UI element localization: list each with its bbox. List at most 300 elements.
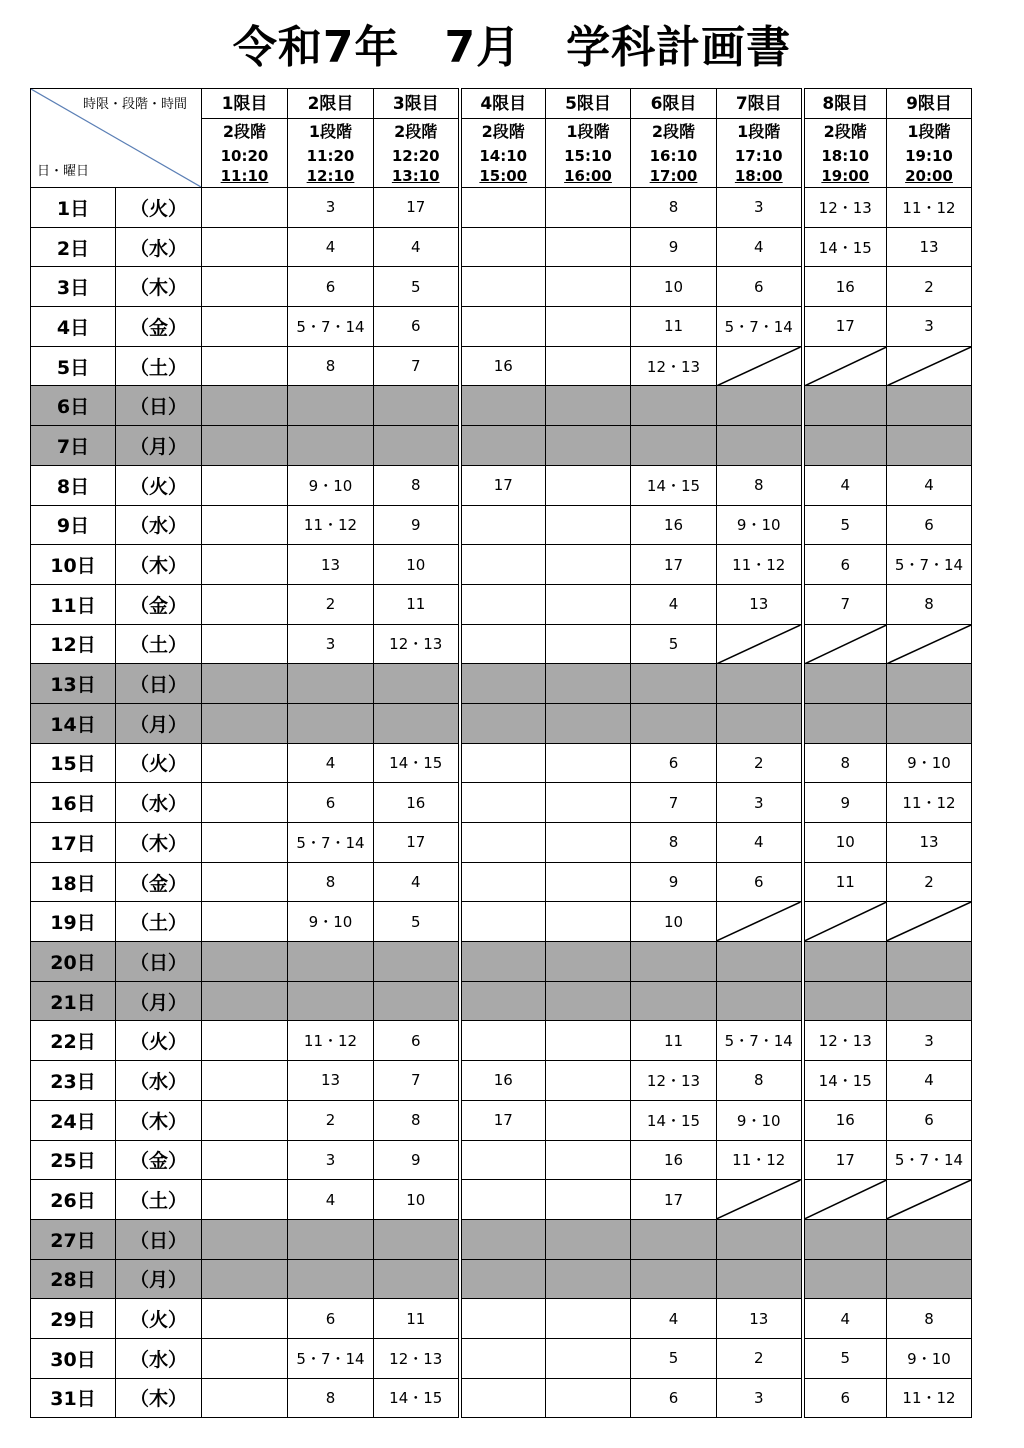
- lesson-cell: [546, 505, 631, 545]
- lesson-cell: [202, 743, 288, 783]
- no-class-slash-cell: [887, 346, 972, 386]
- no-class-slash-cell: [887, 1180, 972, 1220]
- lesson-cell: [460, 267, 546, 307]
- period-start-time: 10:20: [220, 146, 269, 165]
- lesson-cell: 16: [803, 1100, 887, 1140]
- holiday-row: [31, 664, 972, 704]
- no-class-slash-cell: [803, 624, 887, 664]
- period-end-time: 19:00: [821, 166, 870, 185]
- lesson-cell: [631, 386, 717, 426]
- period-end-time: 15:00: [479, 166, 528, 185]
- table-row: [31, 862, 972, 902]
- lesson-cell: [460, 188, 546, 228]
- lesson-cell: [374, 386, 460, 426]
- day-cell: 17日: [31, 823, 116, 863]
- lesson-cell: 9・10: [288, 902, 374, 942]
- diagonal-slash-mark: [717, 1180, 801, 1219]
- day-cell: 21日: [31, 981, 116, 1021]
- lesson-cell: 4: [288, 743, 374, 783]
- lesson-cell: 9・10: [887, 743, 972, 783]
- lesson-cell: [717, 981, 803, 1021]
- lesson-cell: 3: [717, 783, 803, 823]
- period-level: 2段階: [222, 121, 267, 141]
- lesson-cell: [460, 1021, 546, 1061]
- lesson-cell: 11・12: [887, 783, 972, 823]
- weekday-cell: （月）: [116, 703, 202, 743]
- lesson-cell: 6: [288, 267, 374, 307]
- lesson-cell: [546, 426, 631, 466]
- lesson-cell: 11・12: [717, 1140, 803, 1180]
- period-end-time: 13:10: [391, 166, 440, 185]
- period-label: 9限目: [887, 90, 971, 119]
- lesson-cell: [887, 664, 972, 704]
- lesson-cell: [546, 743, 631, 783]
- lesson-cell: [374, 1219, 460, 1259]
- lesson-cell: 11・12: [887, 1378, 972, 1418]
- lesson-cell: 9・10: [288, 465, 374, 505]
- lesson-cell: [546, 1180, 631, 1220]
- lesson-cell: 13: [288, 1061, 374, 1101]
- lesson-cell: 2: [288, 1100, 374, 1140]
- period-end-time: 12:10: [306, 166, 355, 185]
- weekday-cell: （木）: [116, 1100, 202, 1140]
- lesson-cell: 4: [887, 465, 972, 505]
- weekday-cell: （木）: [116, 545, 202, 585]
- lesson-cell: [460, 1338, 546, 1378]
- diagonal-slash-mark: [805, 902, 887, 941]
- lesson-cell: [546, 1259, 631, 1299]
- lesson-cell: 4: [631, 1299, 717, 1339]
- weekday-cell: （火）: [116, 743, 202, 783]
- lesson-cell: [202, 346, 288, 386]
- lesson-cell: 5: [374, 267, 460, 307]
- lesson-cell: 5・7・14: [717, 307, 803, 347]
- lesson-cell: [460, 1180, 546, 1220]
- lesson-cell: 14・15: [803, 227, 887, 267]
- lesson-cell: 4: [717, 823, 803, 863]
- lesson-cell: [546, 624, 631, 664]
- day-cell: 8日: [31, 465, 116, 505]
- lesson-cell: [803, 426, 887, 466]
- lesson-cell: [803, 664, 887, 704]
- lesson-cell: [887, 426, 972, 466]
- period-header-9: [887, 89, 972, 188]
- lesson-cell: [546, 1140, 631, 1180]
- lesson-cell: 10: [374, 1180, 460, 1220]
- lesson-cell: [202, 1021, 288, 1061]
- weekday-cell: （金）: [116, 584, 202, 624]
- lesson-cell: 17: [460, 465, 546, 505]
- lesson-cell: [546, 1021, 631, 1061]
- period-level: 1段階: [308, 121, 353, 141]
- holiday-row: [31, 1219, 972, 1259]
- lesson-cell: 13: [717, 584, 803, 624]
- lesson-cell: 6: [887, 1100, 972, 1140]
- period-label: 7限目: [717, 90, 801, 119]
- lesson-cell: 10: [374, 545, 460, 585]
- holiday-row: [31, 426, 972, 466]
- lesson-cell: 7: [374, 1061, 460, 1101]
- lesson-cell: [717, 664, 803, 704]
- lesson-cell: [202, 1259, 288, 1299]
- day-cell: 20日: [31, 942, 116, 982]
- lesson-cell: 6: [288, 1299, 374, 1339]
- weekday-cell: （水）: [116, 227, 202, 267]
- lesson-cell: [202, 624, 288, 664]
- lesson-cell: [202, 465, 288, 505]
- lesson-cell: [202, 664, 288, 704]
- lesson-cell: 2: [288, 584, 374, 624]
- lesson-cell: [460, 981, 546, 1021]
- lesson-cell: [460, 942, 546, 982]
- period-start-time: 14:10: [479, 146, 528, 165]
- lesson-cell: [887, 981, 972, 1021]
- lesson-cell: [631, 664, 717, 704]
- lesson-cell: [202, 545, 288, 585]
- period-start-time: 15:10: [564, 146, 612, 165]
- period-label: 2限目: [288, 90, 373, 119]
- lesson-cell: 11: [631, 307, 717, 347]
- lesson-cell: 3: [288, 188, 374, 228]
- no-class-slash-cell: [887, 624, 972, 664]
- lesson-cell: 12・13: [631, 346, 717, 386]
- weekday-cell: （土）: [116, 1180, 202, 1220]
- day-cell: 6日: [31, 386, 116, 426]
- lesson-cell: [288, 981, 374, 1021]
- lesson-cell: 11: [374, 584, 460, 624]
- lesson-cell: [546, 703, 631, 743]
- lesson-cell: 8: [374, 1100, 460, 1140]
- lesson-cell: [887, 703, 972, 743]
- lesson-cell: 4: [631, 584, 717, 624]
- lesson-cell: [202, 1100, 288, 1140]
- diagonal-slash-mark: [805, 625, 887, 664]
- lesson-cell: [546, 823, 631, 863]
- lesson-cell: [803, 703, 887, 743]
- period-label: 8限目: [805, 90, 887, 119]
- period-level: 2段階: [481, 121, 525, 141]
- weekday-cell: （水）: [116, 1061, 202, 1101]
- period-label: 6限目: [631, 90, 716, 119]
- lesson-cell: [288, 386, 374, 426]
- period-header-8: [803, 89, 887, 188]
- lesson-cell: [288, 703, 374, 743]
- lesson-cell: [202, 307, 288, 347]
- lesson-cell: [717, 703, 803, 743]
- lesson-cell: [460, 823, 546, 863]
- lesson-cell: 5・7・14: [288, 1338, 374, 1378]
- period-level: 1段階: [907, 121, 951, 141]
- lesson-cell: [460, 505, 546, 545]
- table-row: [31, 227, 972, 267]
- period-label: 5限目: [546, 90, 630, 119]
- lesson-cell: [374, 981, 460, 1021]
- lesson-cell: [546, 1061, 631, 1101]
- lesson-cell: [202, 188, 288, 228]
- lesson-cell: 9・10: [717, 1100, 803, 1140]
- weekday-cell: （水）: [116, 505, 202, 545]
- lesson-cell: 8: [717, 465, 803, 505]
- table-row: [31, 823, 972, 863]
- lesson-cell: 3: [717, 188, 803, 228]
- lesson-cell: [202, 902, 288, 942]
- lesson-cell: 12・13: [803, 1021, 887, 1061]
- day-cell: 1日: [31, 188, 116, 228]
- lesson-cell: 5: [803, 1338, 887, 1378]
- lesson-cell: [717, 386, 803, 426]
- period-end-time: 11:10: [220, 166, 269, 185]
- lesson-cell: 16: [803, 267, 887, 307]
- day-cell: 28日: [31, 1259, 116, 1299]
- no-class-slash-cell: [717, 624, 803, 664]
- lesson-cell: 11・12: [288, 505, 374, 545]
- lesson-cell: 6: [631, 1378, 717, 1418]
- period-level: 2段階: [823, 121, 867, 141]
- day-cell: 22日: [31, 1021, 116, 1061]
- lesson-cell: [202, 426, 288, 466]
- period-end-time: 20:00: [905, 166, 953, 185]
- table-row: [31, 1021, 972, 1061]
- lesson-cell: [202, 1299, 288, 1339]
- lesson-cell: 8: [887, 1299, 972, 1339]
- lesson-cell: [202, 1061, 288, 1101]
- table-row: [31, 545, 972, 585]
- lesson-cell: 5・7・14: [887, 1140, 972, 1180]
- lesson-cell: 3: [887, 307, 972, 347]
- weekday-cell: （火）: [116, 465, 202, 505]
- lesson-cell: [887, 1259, 972, 1299]
- diagonal-slash-mark: [717, 902, 801, 941]
- day-cell: 10日: [31, 545, 116, 585]
- lesson-cell: [546, 942, 631, 982]
- lesson-cell: [460, 902, 546, 942]
- lesson-cell: 5: [631, 624, 717, 664]
- corner-header: [31, 89, 202, 188]
- weekday-cell: （水）: [116, 783, 202, 823]
- lesson-cell: 4: [717, 227, 803, 267]
- lesson-cell: 9: [374, 1140, 460, 1180]
- lesson-cell: 10: [631, 267, 717, 307]
- day-cell: 26日: [31, 1180, 116, 1220]
- weekday-cell: （木）: [116, 823, 202, 863]
- lesson-cell: 16: [460, 1061, 546, 1101]
- lesson-cell: [887, 942, 972, 982]
- weekday-cell: （日）: [116, 1219, 202, 1259]
- no-class-slash-cell: [803, 1180, 887, 1220]
- diagonal-slash-mark: [717, 347, 801, 386]
- period-end-time: 18:00: [734, 166, 783, 185]
- lesson-cell: 17: [803, 1140, 887, 1180]
- lesson-cell: 8: [803, 743, 887, 783]
- table-row: [31, 505, 972, 545]
- lesson-cell: [460, 624, 546, 664]
- lesson-cell: [202, 1140, 288, 1180]
- day-cell: 5日: [31, 346, 116, 386]
- lesson-cell: [717, 1219, 803, 1259]
- diagonal-slash-mark: [805, 347, 887, 386]
- day-cell: 9日: [31, 505, 116, 545]
- lesson-cell: 14・15: [803, 1061, 887, 1101]
- day-cell: 14日: [31, 703, 116, 743]
- lesson-cell: 5: [374, 902, 460, 942]
- lesson-cell: [546, 664, 631, 704]
- lesson-cell: [202, 584, 288, 624]
- table-row: [31, 902, 972, 942]
- lesson-cell: [374, 942, 460, 982]
- table-row: [31, 624, 972, 664]
- day-cell: 31日: [31, 1378, 116, 1418]
- lesson-cell: [202, 942, 288, 982]
- lesson-cell: 17: [374, 823, 460, 863]
- day-cell: 19日: [31, 902, 116, 942]
- lesson-cell: 12・13: [374, 624, 460, 664]
- lesson-cell: 3: [288, 624, 374, 664]
- lesson-cell: [631, 703, 717, 743]
- lesson-cell: 13: [717, 1299, 803, 1339]
- weekday-cell: （日）: [116, 664, 202, 704]
- lesson-cell: [546, 1299, 631, 1339]
- lesson-cell: 9: [374, 505, 460, 545]
- lesson-cell: [631, 981, 717, 1021]
- lesson-cell: [460, 386, 546, 426]
- table-row: [31, 1378, 972, 1418]
- table-row: [31, 307, 972, 347]
- lesson-cell: 5・7・14: [288, 307, 374, 347]
- lesson-cell: [546, 1100, 631, 1140]
- table-row: [31, 743, 972, 783]
- lesson-cell: [546, 1338, 631, 1378]
- period-start-time: 16:10: [649, 146, 698, 165]
- weekday-cell: （月）: [116, 981, 202, 1021]
- lesson-cell: [803, 1219, 887, 1259]
- lesson-cell: 9・10: [887, 1338, 972, 1378]
- diagonal-slash-mark: [887, 1180, 971, 1219]
- lesson-cell: [460, 1219, 546, 1259]
- lesson-cell: 4: [288, 227, 374, 267]
- lesson-cell: [202, 1219, 288, 1259]
- period-label: 1限目: [202, 90, 287, 119]
- lesson-cell: [288, 1259, 374, 1299]
- day-cell: 3日: [31, 267, 116, 307]
- lesson-cell: 14・15: [374, 743, 460, 783]
- weekday-cell: （水）: [116, 1338, 202, 1378]
- period-header-7: [717, 89, 803, 188]
- schedule-body: [31, 188, 972, 1418]
- lesson-cell: [631, 1219, 717, 1259]
- lesson-cell: [288, 942, 374, 982]
- period-start-time: 17:10: [734, 146, 783, 165]
- lesson-cell: [546, 981, 631, 1021]
- lesson-cell: [374, 664, 460, 704]
- lesson-cell: 8: [288, 346, 374, 386]
- lesson-cell: 13: [887, 823, 972, 863]
- period-start-time: 12:20: [391, 146, 440, 165]
- lesson-cell: 3: [887, 1021, 972, 1061]
- lesson-cell: [631, 426, 717, 466]
- table-row: [31, 584, 972, 624]
- diagonal-slash-mark: [887, 625, 971, 664]
- lesson-cell: 11: [374, 1299, 460, 1339]
- lesson-cell: 5: [631, 1338, 717, 1378]
- lesson-cell: 17: [631, 545, 717, 585]
- lesson-cell: [374, 1259, 460, 1299]
- lesson-cell: 16: [631, 1140, 717, 1180]
- diagonal-slash-mark: [887, 347, 971, 386]
- lesson-cell: [546, 267, 631, 307]
- lesson-cell: 2: [887, 267, 972, 307]
- no-class-slash-cell: [717, 902, 803, 942]
- day-cell: 2日: [31, 227, 116, 267]
- weekday-cell: （土）: [116, 902, 202, 942]
- holiday-row: [31, 981, 972, 1021]
- lesson-cell: [887, 386, 972, 426]
- period-header-1: [202, 89, 288, 188]
- day-cell: 16日: [31, 783, 116, 823]
- lesson-cell: [460, 307, 546, 347]
- lesson-cell: 11: [631, 1021, 717, 1061]
- period-level: 2段階: [394, 121, 438, 141]
- diagonal-slash-mark: [717, 625, 801, 664]
- lesson-cell: 4: [288, 1180, 374, 1220]
- lesson-cell: [546, 227, 631, 267]
- holiday-row: [31, 942, 972, 982]
- lesson-cell: 9・10: [717, 505, 803, 545]
- day-cell: 18日: [31, 862, 116, 902]
- lesson-cell: [202, 1180, 288, 1220]
- lesson-cell: 9: [631, 227, 717, 267]
- lesson-cell: [460, 584, 546, 624]
- period-header-5: [546, 89, 631, 188]
- diagonal-slash-mark: [887, 902, 971, 941]
- period-level: 2段階: [651, 121, 696, 141]
- day-cell: 30日: [31, 1338, 116, 1378]
- lesson-cell: 6: [717, 267, 803, 307]
- lesson-cell: 4: [374, 862, 460, 902]
- lesson-cell: 7: [374, 346, 460, 386]
- lesson-cell: 14・15: [631, 465, 717, 505]
- lesson-cell: 2: [887, 862, 972, 902]
- period-start-time: 11:20: [306, 146, 355, 165]
- lesson-cell: 16: [374, 783, 460, 823]
- lesson-cell: 16: [460, 346, 546, 386]
- lesson-cell: [460, 1299, 546, 1339]
- day-cell: 23日: [31, 1061, 116, 1101]
- lesson-cell: [202, 862, 288, 902]
- no-class-slash-cell: [717, 1180, 803, 1220]
- no-class-slash-cell: [803, 346, 887, 386]
- lesson-cell: [803, 386, 887, 426]
- lesson-cell: 5・7・14: [288, 823, 374, 863]
- lesson-cell: 2: [717, 743, 803, 783]
- lesson-cell: [202, 227, 288, 267]
- weekday-cell: （土）: [116, 346, 202, 386]
- lesson-cell: 17: [460, 1100, 546, 1140]
- lesson-cell: [546, 545, 631, 585]
- lesson-cell: 13: [887, 227, 972, 267]
- day-cell: 27日: [31, 1219, 116, 1259]
- lesson-cell: 4: [374, 227, 460, 267]
- lesson-cell: 10: [631, 902, 717, 942]
- corner-top-label: 時限・段階・時間: [82, 97, 187, 112]
- period-label: 4限目: [462, 90, 546, 119]
- table-row: [31, 1338, 972, 1378]
- lesson-cell: 7: [631, 783, 717, 823]
- lesson-cell: [546, 1378, 631, 1418]
- lesson-cell: [803, 1259, 887, 1299]
- day-cell: 13日: [31, 664, 116, 704]
- table-row: [31, 1100, 972, 1140]
- period-start-time: 19:10: [905, 146, 953, 165]
